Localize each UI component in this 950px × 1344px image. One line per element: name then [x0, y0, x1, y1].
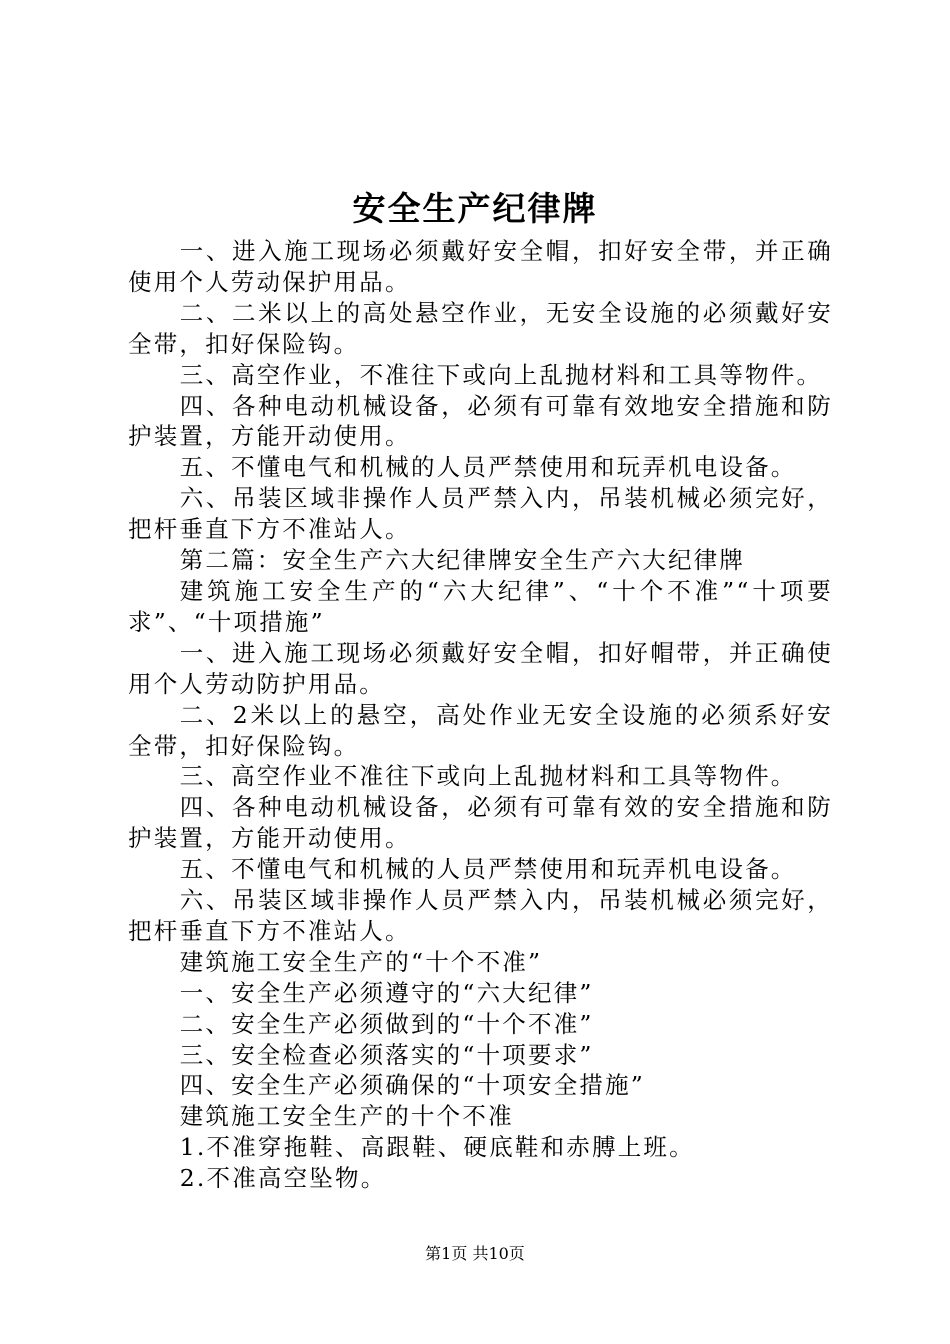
list-item: 1.不准穿拖鞋、高跟鞋、硬底鞋和赤膊上班。 [179, 1133, 695, 1162]
paragraph: 建筑施工安全生产的十个不准 [179, 1102, 514, 1131]
paragraph: 建筑施工安全生产的“十个不准” [179, 947, 543, 976]
paragraph: 三、高空作业，不准往下或向上乱抛材料和工具等物件。 [179, 360, 823, 389]
section-heading: 第二篇：安全生产六大纪律牌安全生产六大纪律牌 [179, 546, 746, 575]
paragraph: 二、二米以上的高处悬空作业，无安全设施的必须戴好安全带，扣好保险钩。 [128, 298, 833, 358]
list-item: 一、安全生产必须遵守的“六大纪律” [179, 978, 594, 1007]
paragraph: 一、进入施工现场必须戴好安全帽，扣好安全带，并正确使用个人劳动保护用品。 [128, 237, 833, 296]
paragraph: 六、吊装区域非操作人员严禁入内，吊装机械必须完好，把杆垂直下方不准站人。 [128, 484, 833, 544]
list-item: 四、安全生产必须确保的“十项安全措施” [179, 1071, 646, 1100]
document-body [128, 236, 833, 1194]
list-item: 二、安全生产必须做到的“十个不准” [179, 1009, 594, 1038]
paragraph: 二、2米以上的悬空，高处作业无安全设施的必须系好安全带，扣好保险钩。 [128, 700, 833, 760]
paragraph: 五、不懂电气和机械的人员严禁使用和玩弄机电设备。 [179, 855, 797, 884]
paragraph: 建筑施工安全生产的“六大纪律”、“十个不准”“十项要求”、“十项措施” [128, 576, 833, 636]
paragraph: 三、高空作业不准往下或向上乱抛材料和工具等物件。 [179, 762, 797, 791]
paragraph: 六、吊装区域非操作人员严禁入内，吊装机械必须完好，把杆垂直下方不准站人。 [128, 886, 833, 945]
paragraph: 四、各种电动机械设备，必须有可靠有效的安全措施和防护装置，方能开动使用。 [128, 793, 833, 853]
paragraph: 一、进入施工现场必须戴好安全帽，扣好帽带，并正确使用个人劳动防护用品。 [128, 638, 833, 698]
list-item: 2.不准高空坠物。 [179, 1164, 387, 1193]
paragraph: 四、各种电动机械设备，必须有可靠有效地安全措施和防护装置，方能开动使用。 [128, 391, 833, 451]
paragraph: 五、不懂电气和机械的人员严禁使用和玩弄机电设备。 [179, 453, 797, 482]
document-title: 安全生产纪律牌 [352, 189, 598, 228]
list-item: 三、安全检查必须落实的“十项要求” [179, 1040, 594, 1069]
page-footer: 第1页 共10页 [425, 1244, 525, 1263]
